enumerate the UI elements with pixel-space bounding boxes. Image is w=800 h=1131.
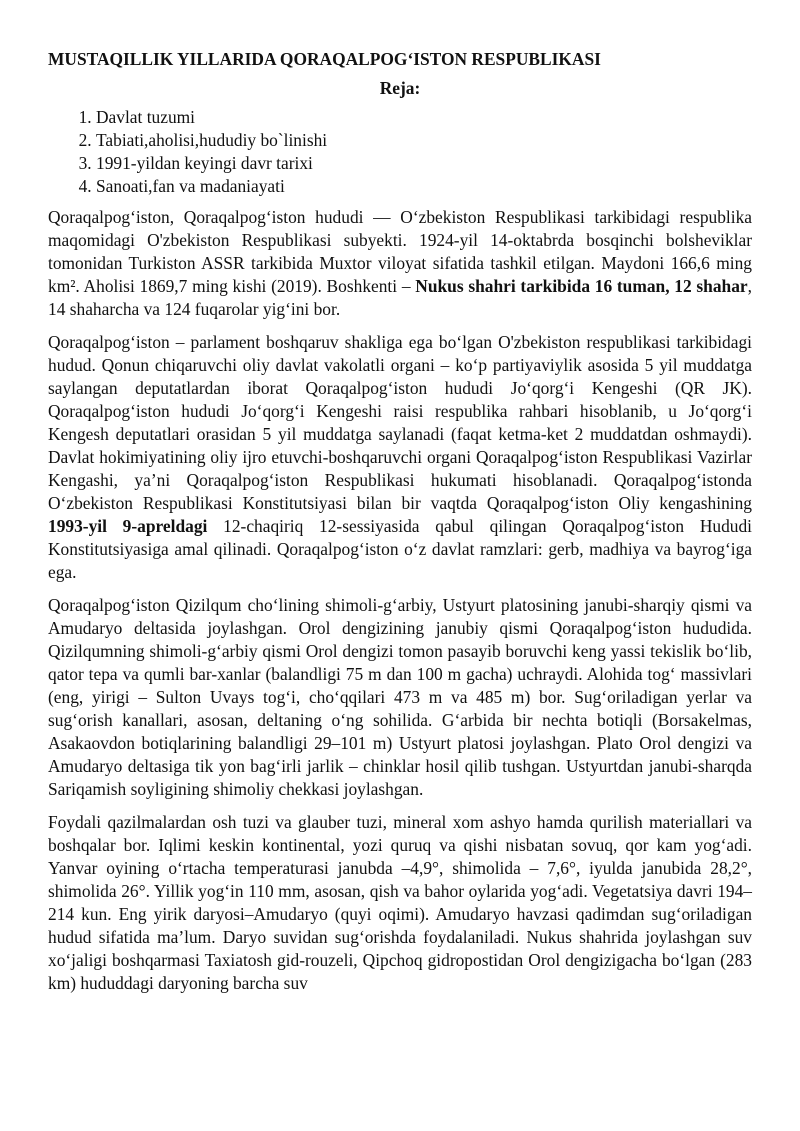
paragraph-text: , 14 shaharcha va 124 fuqarolar yig‘ini bor. <box>48 276 752 319</box>
plan-heading: Reja: <box>379 78 421 98</box>
paragraph-text: 12-chaqiriq 12-sessiyasida qabul qilingan Qoraqalpog‘iston Hududi Konstitutsiyasiga amal qilinadi. Qoraqalpog‘iston o‘z davlat ramzlari: gerb, madhiya va bayrog‘iga ega. <box>48 516 752 582</box>
paragraph-geography: Qoraqalpog‘iston Qizilqum cho‘lining shimoli-g‘arbiy, Ustyurt platosining janubi-sharqiy qismi va Amudaryo deltasida joylashgan. Orol dengizining janubiy qismi Qoraqalpog‘iston hududida. Qizilqumning shimoli-g‘arbiy qismi Orol dengizi tomon pasayib boruvchi keng yassi tekislik bo‘lib, qator tepa va qumli bar-xanlar (balandligi 75 m dan 100 m gacha) uchraydi. Alohida tog‘ massivlari (eng, yirigi – Sulton Uvays tog‘i, cho‘qqilari 473 m va 485 m) bor. Sug‘oriladigan yerlar va sug‘orish kanallari, asosan, deltaning o‘ng sohilida. G‘arbida bir nechta botiqli (Borsakelmas, Asakaovdon botiqlarining balandligi 29–101 m) Ustyurt platosi joylashgan. Plato Orol dengizi va Amudaryo deltasiga tik yon bag‘irli jarlik – chinklar hosil qilib tushgan. Ustyurtdan janubi-sharqda Sariqamish soyligining shimoliy chekkasi joylashgan. <box>48 595 752 799</box>
paragraph-text: Qoraqalpog‘iston, Qoraqalpog‘iston hududi — O‘zbekiston Respublikasi tarkibidagi respublika maqomidagi O'zbekiston Respublikasi subyekti. 1924-yil 14-oktabrda bosqinchi bolsheviklar tomonidan Turkiston ASSR tarkibida Muxtor viloyat sifatida tashkil etilgan. Maydoni 166,6 ming km². Aholisi 1869,7 ming kishi (2019). Boshkenti – <box>48 207 752 296</box>
document-page <box>48 44 752 1005</box>
list-item: 4. Sanoati,fan va madaniayati <box>96 175 752 198</box>
paragraph-text: Qoraqalpog‘iston – parlament boshqaruv shakliga ega bo‘lgan O'zbekiston respublikasi tarkibidagi hudud. Qonun chiqaruvchi oliy davlat vakolatli organi – ko‘p partiyaviylik asosida 5 yil muddatga saylangan deputatlardan iborat Qoraqalpog‘iston hududi Jo‘qorg‘i Kengeshi (QR JK). Qoraqalpog‘iston hududi Jo‘qorg‘i Kengeshi raisi respublika rahbari hisoblanib, u Jo‘qorg‘i Kengesh deputatlari orasidan 5 yil muddatga saylanadi (faqat ketma-ket 2 muddatdan oshmaydi). Davlat hokimiyatining oliy ijro etuvchi-boshqaruvchi organi Qoraqalpog‘iston Respublikasi Vazirlar Kengashi, ya’ni Qoraqalpog‘iston Respublikasi hukumati hisoblanadi. Qoraqalpog‘istonda O‘zbekiston Respublikasi Konstitutsiyasi bilan bir vaqtda Qoraqalpog‘iston Oliy kengashining <box>48 332 752 513</box>
document-title: MUSTAQILLIK YILLARIDA QORAQALPOG‘ISTON RESPUBLIKASI <box>48 49 601 69</box>
list-item: 3. 1991-yildan keyingi davr tarixi <box>96 152 752 175</box>
plan-list <box>48 106 752 198</box>
list-item: 2. Tabiati,aholisi,hududiy bo`linishi <box>96 129 752 152</box>
list-item: 1. Davlat tuzumi <box>96 106 752 129</box>
bold-text: 1993-yil 9-apreldagi <box>48 516 208 536</box>
paragraph-climate: Foydali qazilmalardan osh tuzi va glauber tuzi, mineral xom ashyo hamda qurilish materiallari va boshqalar bor. Iqlimi keskin kontinental, yozi quruq va qishi nisbatan sovuq, qor kam yog‘adi. Yanvar oyining o‘rtacha temperaturasi janubda –4,9°, shimolida – 7,6°, iyulda janubida 28,2°, shimolida 26°. Yillik yog‘in 110 mm, asosan, qish va bahor oylarida yog‘adi. Vegetatsiya davri 194–214 kun. Eng yirik daryosi–Amudaryo (quyi oqimi). Amudaryo havzasi qadimdan sug‘oriladigan hudud sifatida ma’lum. Daryo suvidan sug‘orishda foydalaniladi. Nukus shahrida joylashgan suv xo‘jaligi boshqarmasi Taxiatosh gid-rouzeli, Qipchoq gidropostidan Orol dengizigacha bo‘lgan (283 km) hududdagi daryoning barcha suv <box>48 812 752 993</box>
paragraph-government <box>48 331 752 584</box>
paragraph-intro <box>48 206 752 321</box>
bold-text: Nukus shahri tarkibida 16 tuman, 12 shahar <box>415 276 748 296</box>
